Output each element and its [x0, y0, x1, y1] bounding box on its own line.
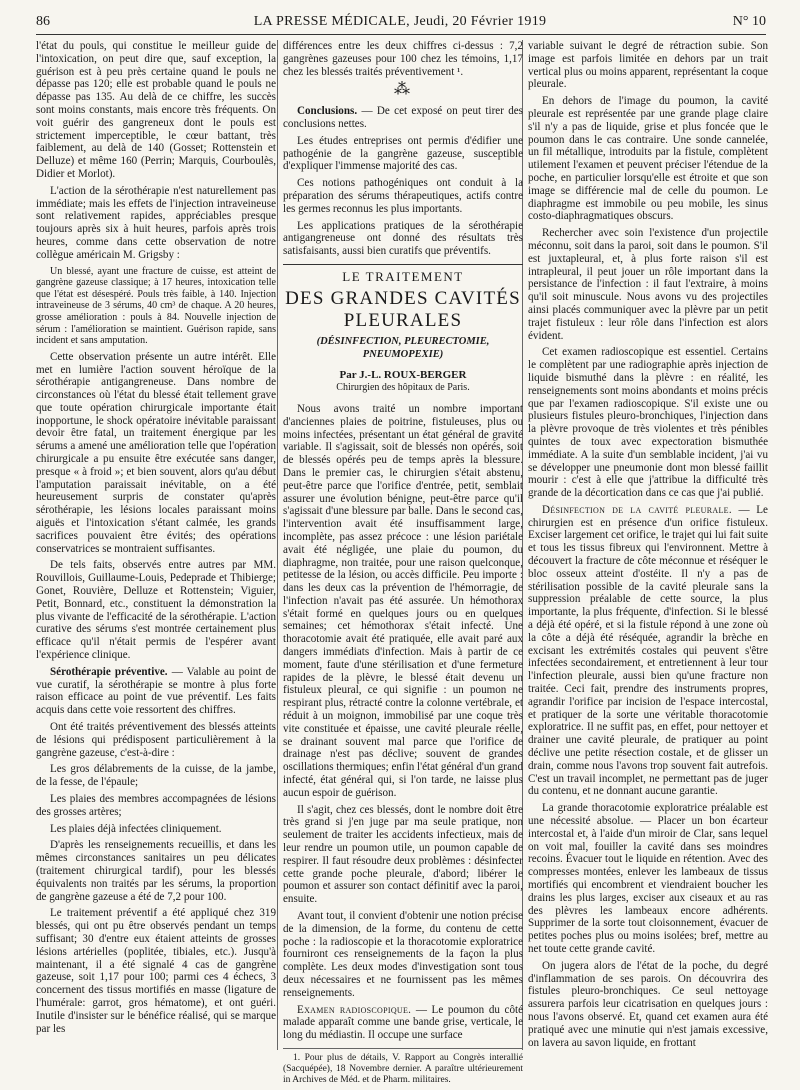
paragraph: Il s'agit, chez ces blessés, dont le nombre doit être très grand si j'en juge par ma seule pratique, non seulement de traiter les accidents infectieux, mais de leur rendre un poumon utile, un poumon capable de respirer. Il faut résoudre deux problèmes : désinfecter cette grande poche pleurale, d'abord; libérer le poumon et assurer son contact définitif avec la paroi, ensuite. [283, 803, 523, 906]
case-report: Un blessé, ayant une fracture de cuisse, est atteint de gangrène gazeuse classique; à 17 heures, intoxication telle que l'état est désespéré. Pouls très faible, à 140. Injection intraveineuse de 3 sérums, 40 cm³ de chaque. A 20 heures, grosse amélioration : pouls à 84. Nouvelle injection de sérum : l'amélioration se maintient. Guérison rapide, sans incident et sans amputation. [36, 265, 276, 347]
paragraph: Les applications pratiques de la sérothérapie antigangreneuse ont donné des résultats très satisfaisants, aussi bien curatifs que préventifs. [283, 219, 523, 258]
running-title: LA PRESSE MÉDICALE, Jeudi, 20 Février 1919 [253, 14, 547, 29]
paragraph: Cette observation présente un autre intérêt. Elle met en lumière l'action souvent héroïque de la sérothérapie antigangreneuse. Dans nombre de circonstances où l'état du blessé était tellement grave que toute opération chirurgicale importante était inopportune, le shock opératoire inévitable paraissant devoir être fatal, un traitement énergique par les sérums a amené une amélioration telle que l'opération chirurgicale a pu ensuite être exécutée sans danger, presque « à froid »; et bien souvent, alors qu'au début l'amputation paraissait inévitable, on a été heureusement surpris de constater qu'après sérothérapie, les lésions locales paraissant moins aiguës et l'intoxication s'étant calmée, les grands sacrifices pouvaient être évités; des opérations conservatrices se montraient suffisantes. [36, 350, 276, 555]
header-rule [36, 34, 766, 35]
paragraph: L'action de la sérothérapie n'est naturellement pas immédiate; mais les effets de l'injection intraveineuse sont relativement rapides, appréciables presque toujours après six à huit heures, parfois après trois heures, comme dans cette observation de notre collègue américain M. Grigsby : [36, 184, 276, 261]
article-author: Par J.-L. ROUX-BERGER [339, 369, 467, 382]
column-3 [528, 40, 768, 1053]
paragraph [36, 666, 276, 717]
paragraph: D'après les renseignements recueillis, et dans les mêmes circonstances sanitaires un peu délicates (traitement chirurgical tardif), pour les blessés équivalents non traités par les sérums, la proportion de gangrène gazeuse a été de 7,2 pour 100. [36, 839, 276, 903]
list-item: Les gros délabrements de la cuisse, de la jambe, de la fesse, de l'épaule; [36, 763, 276, 789]
section-ornament: ⁂ [394, 81, 412, 99]
footnote [283, 1048, 523, 1086]
page-number: 86 [36, 14, 50, 29]
article-title: DES GRANDES CAVITÉS PLEURALES [285, 287, 521, 331]
paragraph-text: — Le chirurgien est en présence d'un orifice fistuleux. Exciser largement cet orifice, le trajet qui lui fait suite et tous les tissus fibreux qui l'environnent. Mettre à découvert la fracture de côte méconnue et réséquer le bloc osseux atteint d'ostéite. Il n'y a pas de stérilisation possible de la cavité pleurale sans la suppression préalable de cette source, la plus importante, la plus fréquente, d'infection. Si le blessé a déjà été opéré, et si la fistule répond à une zone où la côte a déjà été réséquée, agrandir la brèche en excisant les extrémités costales qui peuvent s'être infectées secondairement, et entretiennent à leur tour l'infection pleurale, aussi bien qu'une fracture non traitée. Ceci fait, prendre des instruments propres, agrandir l'orifice par incision de l'espace intercostal, et pratiquer de la sorte une véritable thoracotomie exploratrice. Il ne suffit pas, en effet, pour nettoyer et drainer une cavité pleurale, de pratiquer au point déclive une petite résection costale, et de glisser un drain, comme nous l'avons trop souvent fait autrefois. C'est un travail incomplet, ne permettant pas de juger du contenu, et ne donnant aucune garantie. [528, 503, 768, 798]
paragraph [528, 504, 768, 798]
article-separator [283, 264, 523, 265]
paragraph: La grande thoracotomie exploratrice préalable est une nécessité absolue. — Placer un bon écarteur intercostal et, à l'aide d'un miroir de Clar, sans lequel on voit mal, fouiller la cavité dans ses moindres recoins. Évacuer tout le liquide en rétention. Avec des compresses montées, enlever les lambeaux de tissus mortifiés qui encombrent et viendraient boucher les drains les plus larges, exciser aux ciseaux et au ras des plèvres les lambeaux encore adhérents. Supprimer de la sorte tout cloisonnement, évacuer de petites poches plus ou moins isolées; bref, mettre au net toute cette grande cavité. [528, 802, 768, 955]
paragraph: Les études entreprises ont permis d'édifier une pathogénie de la gangrène gazeuse, susceptible d'expliquer l'immense majorité des cas. [283, 134, 523, 173]
section-heading: Sérothérapie préventive. [50, 665, 168, 678]
paragraph: En dehors de l'image du poumon, la cavité pleurale est représentée par une grande plage claire s'il n'y a pas de liquide, grise et plus foncée que le poumon dans le cas contraire. Une sonde cannelée, un fil métallique, introduits par la fistule, complètent utilement l'examen et peuvent préciser l'étendue de la poche, en particulier lorsqu'elle est étroite et que son image se différencie mal de celle du poumon. Le diaphragme est immobile ou peu mobile, les sinus costo-diaphragmatiques obscurs. [528, 95, 768, 223]
paragraph: Le traitement préventif a été appliqué chez 319 blessés, qui ont pu être observés pendant un temps suffisant; 30 d'entre eux étaient atteints de grosses lésions artérielles (poplitée, tibiales, etc.). Jusqu'à maintenant, il a été signalé 4 cas de gangrène gazeuse, soit 1,17 pour 100; parmi ces 4 échecs, 3 concernent des tissus mortifiés en masse (ligature de l'humérale: garrot, gros hématome), et ont guéri. Inutile d'insister sur le bénéfice réalisé, qui se marque par les [36, 907, 276, 1035]
paragraph: Cet examen radioscopique est essentiel. Certains le complètent par une radiographie après injection de liquide bismuthé dans la plèvre : en réalité, les renseignements sont moins abondants et moins précis que par l'examen radioscopique. S'il existe une ou plusieurs fistules pleuro-bronchiques, l'injection dans la plèvre provoque de très violentes et très pénibles quintes de toux avec expectoration bismuthée immédiate. A la suite d'un semblable incident, j'ai vu se développer une pneumonie dont mon blessé faillit mourir : c'est à elle que j'attribue la difficulté très grande de la décortication dans ce cas que j'ai publié. [528, 346, 768, 500]
paragraph: variable suivant le degré de rétraction subie. Son image est parfois limitée en dehors par un trait vertical plus ou moins apparent, représentant la coque pleurale. [528, 40, 768, 91]
paragraph-text: — De cet exposé on peut tirer des conclusions nettes. [283, 105, 524, 130]
paragraph-text: — Valable au point de vue curatif, la sérothérapie se montre à plus forte raison efficace au point de vue préventif. Les faits acquis dans cette voie ressortent des chiffres. [36, 665, 276, 717]
article-kicker: LE TRAITEMENT [342, 268, 464, 284]
page-header [0, 14, 800, 34]
section-heading: Conclusions. [297, 105, 358, 118]
section-heading: Désinfection de la cavité pleurale. [542, 503, 732, 516]
article-subtitle: (DÉSINFECTION, PLEURECTOMIE, PNEUMOPEXIE) [316, 335, 490, 360]
paragraph: l'état du pouls, qui constitue le meilleur guide de l'intoxication, on peut dire que, sauf exception, la guérison est à peu près certaine quand le pouls ne dépasse pas 120; elle est probable quand le pouls ne dépasse pas 135. Au delà de ce chiffre, les succès sont moins constants, mais encore très fréquents. On voit guérir des gangreneux dont le pouls est strictement imperceptible, le cœur battant, très faiblement, au delà de 140 (Gosset; Rottenstein et Delluze) et même 160 (Perrin; Marquis, Courboulès, Didier et Morlot). [36, 40, 276, 180]
section-heading: Examen radioscopique. [297, 1003, 412, 1016]
author-affiliation: Chirurgien des hôpitaux de Paris. [336, 382, 470, 394]
column-divider [277, 40, 278, 1050]
footnote-text: 1. Pour plus de détails, V. Rapport au Congrès interallié (Sacquépée), 18 Novembre dernier. A paraître ultérieurement in Archives de Méd. et de Pharm. militaires. [283, 1052, 523, 1085]
paragraph: Nous avons traité un nombre important d'anciennes plaies de poitrine, fistuleuses, plus ou moins infectées, présentant un état général de gravité variable. Il s'agissait, soit de blessés non opérés, soit de blessés opérés peu de temps après la blessure. Dans le premier cas, le chirurgien s'était abstenu, peut-être parce que l'orifice d'entrée, petit, semblait assurer une évolution bénigne, peut-être parce qu'il s'agissait d'une blessure par balle. Dans le second cas, l'intervention avait été insuffisamment large, incomplète, pas assez précoce : une lésion pariétale avait été négligée, une plaie du poumon, du diaphragme, non traitée, pour une raison quelconque, petitesse de la lésion, ou accès difficile. Peu importe : dans les deux cas la prévention de l'hémorragie, de l'infection n'avait pas été assurée. Un hémothorax s'était formé en quelques jours ou en quelques semaines; cet hémothorax s'était infecté. Une thoracotomie avait été pratiquée, elle avait paré aux dangers immédiats d'infection. Mais à partir de ce moment, faute d'une stérilisation et d'une fermeture rapides de la plèvre, le blessé était devenu un fistuleux pleural, ce qui signifie : un poumon ne respirant plus, rétracté contre la colonne vertébrale, et réduit à un moignon, immobilisé par une coque très vite constituée et épaisse, une cavité pleurale réelle, se drainant souvent mal parce que l'orifice de drainage n'est pas déclive; souvent de grandes oscillations thermiques; enfin l'état général d'un grand infecté, état général qui, si l'on tarde, ne laisse plus aucun espoir de guérison. [283, 402, 523, 799]
paragraph: Rechercher avec soin l'existence d'un projectile méconnu, soit dans la paroi, soit dans le poumon. S'il est juxtapleural, et, à plus forte raison s'il est intrapleural, il peut jouer un rôle important dans la persistance de l'infection : il faut l'extraire, à moins qu'il soit minuscule. Nous avons vu des projectiles ainsi placés communiquer avec la plèvre par un petit trajet fistuleux : leur rôle dans l'infection est alors évident. [528, 227, 768, 342]
paragraph: De tels faits, observés entre autres par MM. Rouvillois, Guillaume-Louis, Pedeprade et Thibierge; Gonet, Rouvière, Delluze et Rottenstein; Viguier, Petit, Bonnard, etc., constituent la démonstration la plus vivante de l'efficacité de la sérothérapie. L'action curative des sérums s'est montrée certainement plus efficace qu'il n'était permis de l'espérer avant l'expérience clinique. [36, 559, 276, 662]
column-1 [36, 40, 276, 1039]
list-item: Les plaies déjà infectées cliniquement. [50, 822, 222, 835]
issue-number: N° 10 [732, 14, 766, 29]
paragraph-text: — Le poumon du côté malade apparaît comme une bande grise, verticale, le long du médiastin. Il occupe une surface [283, 1003, 524, 1042]
column-2 [283, 40, 523, 1090]
list-item: Les plaies des membres accompagnées de lésions des grosses artères; [36, 793, 276, 818]
paragraph [283, 105, 523, 131]
paragraph: Ces notions pathogéniques ont conduit à la préparation des sérums thérapeutiques, actifs contre les germes reconnus les plus importants. [283, 177, 523, 215]
paragraph: différences entre les deux chiffres ci-dessus : 7,2 gangrènes gazeuses pour 100 chez les témoins, 1,17 chez les blessés traités préventivement ¹. [283, 40, 523, 78]
paragraph: Ont été traités préventivement des blessés atteints de lésions qui prédisposent particulièrement à la gangrène gazeuse, c'est-à-dire : [36, 721, 276, 759]
paragraph: On jugera alors de l'état de la poche, du degré d'inflammation de ses parois. On découvrira des fistules pleuro-bronchiques. Ce seul nettoyage assurera parfois leur cicatrisation en quelques jours : nous l'avons observé. Et, quand cet examen aura été pratiqué avec une minutie qui n'est jamais excessive, on lavera au savon liquide, en frottant [528, 959, 768, 1049]
paragraph: Avant tout, il convient d'obtenir une notion précise de la dimension, de la forme, du contenu de cette poche : la radioscopie et la thoracotomie exploratrice fourniront ces renseignements de la façon la plus complète. Les deux modes d'investigation sont tous deux nécessaires et ne fournissent pas les mêmes renseignements. [283, 910, 523, 999]
paragraph [283, 1004, 523, 1042]
